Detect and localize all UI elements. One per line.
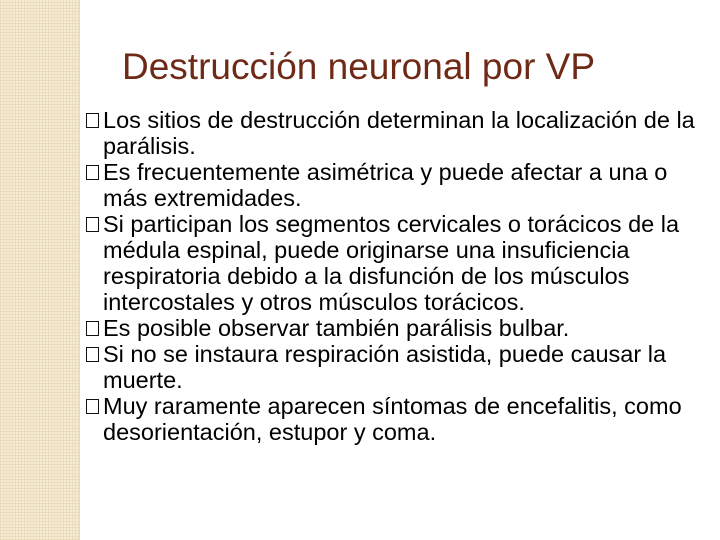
- bullet-item: [86, 107, 710, 159]
- bullet-text: Es posible observar también parálisis bulbar.: [103, 315, 570, 341]
- bullet-item: [86, 393, 710, 445]
- bullet-text: Los sitios de destrucción determinan la localización de la parálisis.: [103, 107, 695, 159]
- bullet-item: [86, 315, 710, 341]
- box-bullet-icon: [86, 321, 99, 336]
- bullet-text: Es frecuentemente asimétrica y puede afectar a una o más extremidades.: [103, 159, 668, 211]
- bullet-text: Si participan los segmentos cervicales o torácicos de la médula espinal, puede originarse una insuficiencia respiratoria debido a la disfunción de los músculos intercostales y otros músculos torácicos.: [103, 211, 680, 315]
- bullet-item: [86, 159, 710, 211]
- bullet-list: [86, 107, 710, 445]
- side-decoration: [0, 0, 78, 540]
- box-bullet-icon: [86, 165, 99, 180]
- box-bullet-icon: [86, 347, 99, 362]
- bullet-item: [86, 211, 710, 315]
- side-divider: [78, 0, 80, 540]
- bullet-item: [86, 341, 710, 393]
- box-bullet-icon: [86, 399, 99, 414]
- bullet-text: Si no se instaura respiración asistida, puede causar la muerte.: [103, 341, 667, 393]
- slide-title: Destrucción neuronal por VP: [122, 46, 596, 87]
- bullet-text: Muy raramente aparecen síntomas de encefalitis, como desorientación, estupor y coma.: [103, 393, 682, 445]
- box-bullet-icon: [86, 113, 99, 128]
- box-bullet-icon: [86, 217, 99, 232]
